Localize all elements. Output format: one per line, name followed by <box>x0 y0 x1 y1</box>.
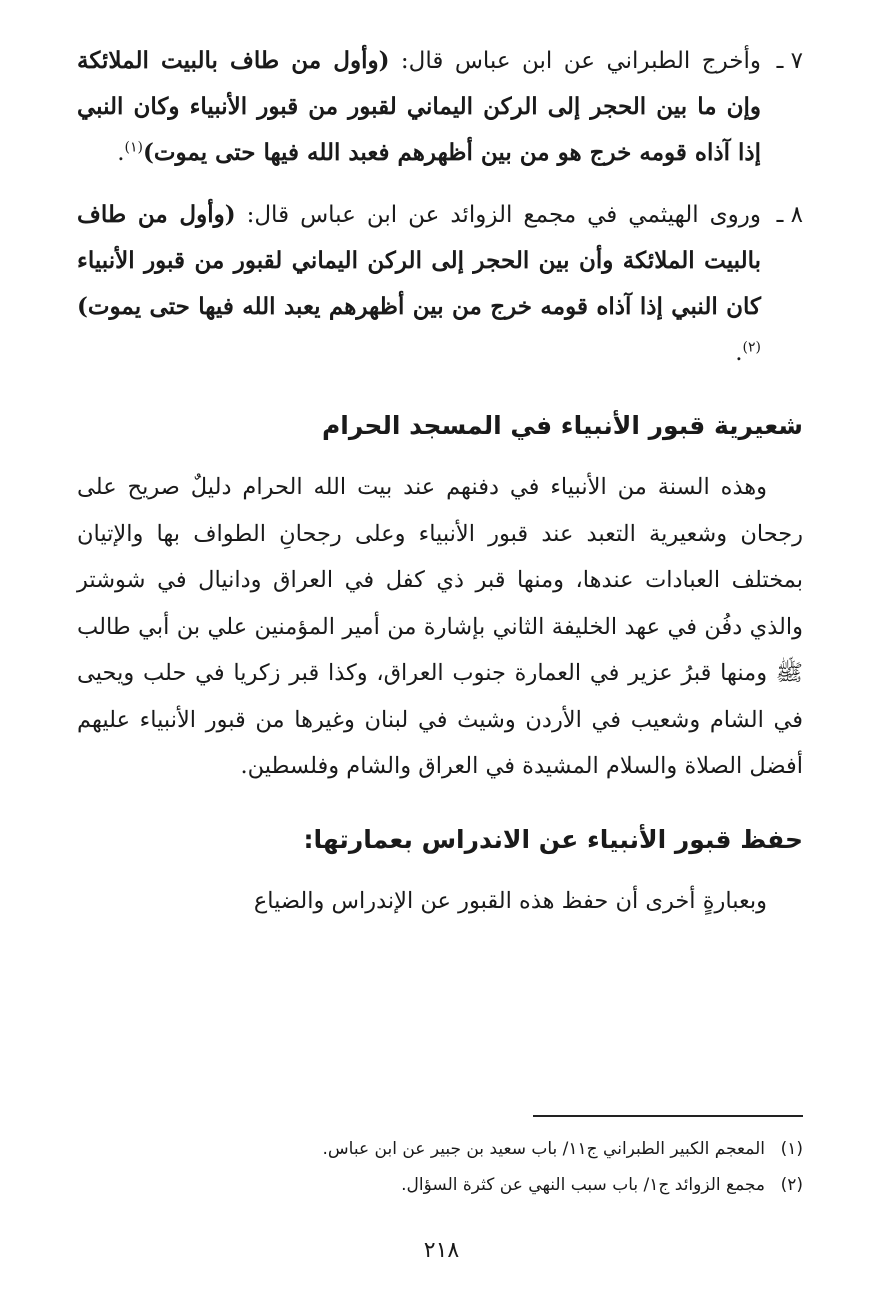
item-quote: (وأول من طاف بالبيت الملائكة وأن بين الحجر إلى الركن اليماني لقبور من قبور الأنبياء كان النبي إذا آذاه قومه خرج من بين أظهرهم يعبد الله فيها حتى يموت) <box>77 201 761 320</box>
footnote-text: مجمع الزوائد ج١/ باب سبب النهي عن كثرة السؤال. <box>401 1175 765 1195</box>
page-body <box>77 38 803 924</box>
footnote-text: المعجم الكبير الطبراني ج١١/ باب سعيد بن جبير عن ابن عباس. <box>322 1139 765 1159</box>
item-tail: . <box>735 340 743 366</box>
item-lead-text: وأخرج الطبراني عن ابن عباس قال: <box>389 48 761 74</box>
item-lead-text: وروى الهيثمي في مجمع الزوائد عن ابن عباس قال: <box>235 202 761 228</box>
footnote-number: (١) <box>780 1139 803 1159</box>
footnote-1 <box>77 1131 803 1167</box>
item-quote: (وأول من طاف بالبيت الملائكة وإن ما بين الحجر إلى الركن اليماني لقبور من قبور الأنبياء وكان النبي إذا آذاه قومه خرج هو من بين أظهرهم فعبد الله فيها حتى يموت) <box>77 47 761 166</box>
section-heading-hifz: حفظ قبور الأنبياء عن الاندراس بعمارتها: <box>303 824 803 854</box>
numbered-item-8 <box>77 192 803 376</box>
item-number: ٧ ـ <box>776 48 803 74</box>
footnote-reference: (٢) <box>742 339 761 356</box>
section-paragraph-hifz: وبعبارةٍ أخرى أن حفظ هذه القبور عن الإندراس والضياع <box>253 887 767 914</box>
section-heading-shaairiyya: شعيرية قبور الأنبياء في المسجد الحرام <box>321 411 803 440</box>
page-number: ٢١٨ <box>423 1238 460 1263</box>
footnote-divider <box>533 1115 803 1117</box>
footnote-reference: (١) <box>124 139 143 156</box>
numbered-item-7 <box>77 38 803 176</box>
item-number: ٨ ـ <box>776 202 803 228</box>
footnote-2 <box>77 1167 803 1203</box>
section-paragraph-shaairiyya: وهذه السنة من الأنبياء في دفنهم عند بيت الله الحرام دليلٌ صريح على رجحان وشعيرية التعبد عند قبور الأنبياء وعلى رجحانِ الطواف بها والإتيان بمختلف العبادات عندها، ومنها قبر ذي كفل في العراق ودانيال في شوشتر والذي دفُن في عهد الخليفة الثاني بإشارة من أمير المؤمنين علي بن أبي طالب ﷺ ومنها قبرُ عزير في العمارة جنوب العراق، وكذا قبر زكريا في حلب ويحيى في الشام وشعيب في الأردن وشيث في لبنان وغيرها من قبور الأنبياء عليهم أفضل الصلاة والسلام المشيدة في العراق والشام وفلسطين. <box>77 474 803 779</box>
item-tail: . <box>117 140 125 166</box>
footnote-number: (٢) <box>780 1175 803 1195</box>
footnotes <box>77 1115 803 1203</box>
